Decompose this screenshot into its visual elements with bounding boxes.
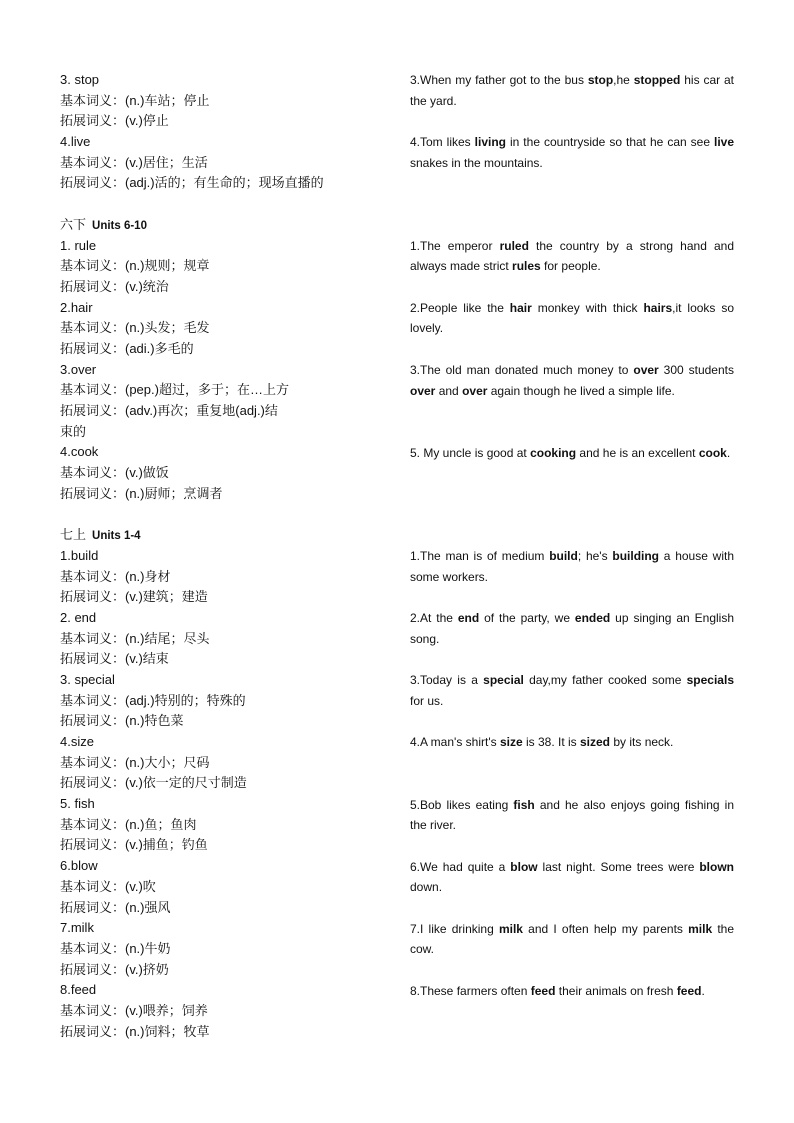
highlighted-word: feed: [676, 983, 702, 998]
spacer: [60, 194, 360, 215]
vocab-meaning: 拓展词义：(v.)依一定的尺寸制造: [60, 775, 247, 791]
sentence-text: 7.I like drinking: [410, 921, 499, 936]
example-sentence: [410, 732, 734, 753]
vocab-meaning: 拓展词义：(v.)停止: [60, 113, 169, 129]
sentence-text: ,he: [613, 73, 634, 87]
vocab-meaning: 基本词义：(v.)吹: [60, 878, 156, 894]
sentence-text: and he is an excellent: [576, 445, 699, 460]
sentence-text: the country by a strong hand and always made strict: [410, 238, 734, 274]
sentence-text: ,it looks so lovely.: [410, 300, 734, 336]
sentence-text: 2.At the: [410, 611, 458, 626]
vocab-meaning: 拓展词义：(n.)强风: [60, 899, 171, 915]
vocab-meaning: 基本词义：(v.)做饭: [60, 465, 169, 481]
vocab-meaning: 拓展词义：(n.)饲料；牧草: [60, 1023, 210, 1039]
grade-label: 七上: [60, 527, 87, 543]
highlighted-word: feed: [530, 983, 556, 998]
sentence-text: and I often help my parents: [522, 921, 689, 936]
highlighted-word: blow: [510, 859, 538, 874]
vocab-word: 1. rule: [60, 237, 97, 253]
grade-label: 六下: [60, 216, 87, 232]
sentence-text: 4.Tom likes: [410, 135, 475, 150]
vocab-meaning: 拓展词义：(n.)厨师；烹调者: [60, 485, 223, 501]
highlighted-word: blown: [699, 859, 734, 874]
example-sentence: [410, 919, 734, 960]
highlighted-word: living: [474, 135, 506, 150]
vocab-meaning: 拓展词义：(adv.)再次；重复地(adj.)结: [60, 403, 278, 418]
sentence-text: 5. My uncle is good at: [410, 445, 531, 460]
highlighted-word: milk: [498, 921, 523, 936]
sentence-text: ; he's: [577, 549, 613, 564]
highlighted-word: specials: [686, 673, 734, 688]
example-sentence: [410, 70, 734, 111]
sentence-text: up singing an English song.: [410, 611, 734, 646]
example-sentence: [410, 236, 734, 277]
vocab-meaning: 拓展词义：(adi.)多毛的: [60, 340, 194, 356]
sentence-text: a house with some workers.: [410, 549, 735, 584]
highlighted-word: cooking: [530, 445, 577, 460]
vocab-meaning: 基本词义：(v.)居住；生活: [60, 154, 208, 170]
units-label: Units 1-4: [92, 530, 141, 543]
highlighted-word: hairs: [643, 300, 673, 315]
example-sentence: [410, 132, 734, 173]
example-sentence: [410, 443, 734, 464]
vocab-meaning: 拓展词义：(v.)挤奶: [60, 961, 169, 977]
sentence-text: 1.The man is of medium: [410, 549, 550, 564]
vocab-word: 4.cook: [60, 444, 99, 460]
vocab-meaning: 拓展词义：(v.)建筑；建造: [60, 589, 208, 605]
vocab-meaning: 拓展词义：(v.)捕鱼；钓鱼: [60, 837, 208, 853]
highlighted-word: ended: [574, 611, 611, 626]
example-sentence: [410, 981, 734, 1002]
vocab-meaning: 束的: [60, 423, 87, 439]
highlighted-word: over: [462, 383, 488, 398]
highlighted-word: live: [713, 135, 734, 150]
sentence-text: down.: [410, 880, 443, 895]
highlighted-word: cook: [698, 445, 727, 460]
vocab-word: 5. fish: [60, 796, 95, 812]
vocab-meaning: 基本词义：(v.)喂养；饲养: [60, 1002, 208, 1018]
sentence-text: 1.The emperor: [410, 238, 500, 253]
vocab-word: 3. stop: [60, 72, 100, 87]
vocab-meaning: 基本词义：(n.)规则；规章: [60, 258, 210, 274]
sentence-text: 3.The old man donated much money to: [410, 362, 634, 377]
sentence-text: 6.We had quite a: [410, 859, 511, 874]
sentence-text: and he also enjoys going fishing in the river.: [410, 797, 735, 833]
sentence-text: his car at the yard.: [410, 73, 734, 108]
sentence-text: and: [435, 383, 463, 398]
sentence-text: by its neck.: [610, 735, 674, 750]
unit-heading: [60, 215, 360, 236]
vocab-meaning: 基本词义：(adj.)特别的；特殊的: [60, 692, 246, 708]
sentence-text: 300 students: [658, 362, 734, 377]
vocab-word: 1.build: [60, 547, 99, 563]
highlighted-word: ruled: [499, 238, 529, 253]
sentence-text: 3.Today is a: [410, 673, 484, 688]
example-sentence: [410, 795, 734, 836]
sentence-text: 2.People like the: [410, 300, 510, 315]
highlighted-word: milk: [688, 921, 713, 936]
sentence-text: last night. Some trees were: [537, 859, 700, 874]
example-sentence: [410, 360, 734, 401]
highlighted-word: special: [483, 673, 524, 688]
sentence-text: in the countryside so that he can see: [506, 135, 714, 150]
vocab-word: 6.blow: [60, 858, 98, 874]
unit-heading: [60, 525, 360, 546]
highlighted-word: fish: [513, 797, 535, 812]
sentence-text: again though he lived a simple life.: [487, 383, 675, 398]
vocab-meaning: 基本词义：(n.)牛奶: [60, 940, 171, 956]
sentence-text: of the party, we: [479, 611, 575, 626]
vocab-meaning: 拓展词义：(v.)统治: [60, 278, 169, 294]
vocab-word: 8.feed: [60, 982, 97, 998]
vocab-meaning: 拓展词义：(v.)结束: [60, 651, 169, 667]
highlighted-word: building: [612, 549, 660, 564]
sentence-text: is 38. It is: [522, 735, 580, 750]
spacer: [60, 504, 360, 525]
vocab-meaning: 基本词义：(n.)头发；毛发: [60, 320, 210, 336]
highlighted-word: over: [633, 362, 659, 377]
example-sentence: [410, 608, 734, 649]
vocab-meaning: 拓展词义：(adj.)活的；有生命的；现场直播的: [60, 175, 324, 191]
highlighted-word: rules: [512, 259, 541, 274]
vocab-meaning: 拓展词义：(n.)特色菜: [60, 713, 184, 729]
highlighted-word: size: [499, 735, 523, 750]
vocab-word: 2.hair: [60, 299, 93, 315]
units-label: Units 6-10: [92, 219, 147, 232]
vocab-meaning: 基本词义：(n.)车站；停止: [60, 92, 210, 108]
sentence-text: 5.Bob likes eating: [410, 797, 514, 812]
vocab-word: 4.live: [60, 134, 91, 150]
sentence-text: .: [701, 983, 705, 998]
example-sentence: [410, 298, 734, 339]
vocab-meaning: 基本词义：(pep.)超过，多于；在…上方: [60, 382, 289, 398]
vocab-meaning: 基本词义：(n.)鱼；鱼肉: [60, 816, 197, 832]
highlighted-word: over: [410, 383, 436, 398]
sentence-text: 4.A man's shirt's: [410, 735, 500, 750]
vocab-meaning: 基本词义：(n.)结尾；尽头: [60, 630, 210, 646]
example-sentence: [410, 857, 734, 898]
example-sentence: [410, 546, 734, 587]
vocab-word: 4.size: [60, 734, 94, 749]
sentence-text: the cow.: [410, 921, 735, 957]
vocab-word: 7.milk: [60, 920, 94, 936]
highlighted-word: end: [457, 611, 480, 626]
sentence-text: for people.: [540, 259, 601, 274]
vocab-word: 2. end: [60, 609, 97, 625]
sentence-text: 3.When my father got to the bus: [410, 73, 588, 87]
highlighted-word: hair: [509, 300, 532, 315]
sentence-text: day,my father cooked some: [523, 673, 687, 688]
vocab-meaning: 基本词义：(n.)身材: [60, 568, 171, 584]
highlighted-word: sized: [580, 735, 611, 750]
sentence-text: snakes in the mountains.: [410, 155, 543, 170]
sentence-text: .: [726, 445, 731, 460]
highlighted-word: stop: [587, 73, 614, 87]
highlighted-word: build: [549, 549, 578, 564]
sentence-text: monkey with thick: [531, 300, 644, 315]
highlighted-word: stopped: [633, 73, 681, 87]
sentence-text: their animals on fresh: [555, 983, 677, 998]
sentence-text: 8.These farmers often: [410, 983, 531, 998]
vocab-word: 3. special: [60, 671, 115, 687]
vocab-word: 3.over: [60, 361, 97, 377]
vocab-meaning: 基本词义：(n.)大小；尺码: [60, 754, 210, 770]
example-sentence: [410, 670, 734, 711]
sentence-text: for us.: [410, 694, 444, 708]
vocabulary-column: [60, 70, 360, 1042]
